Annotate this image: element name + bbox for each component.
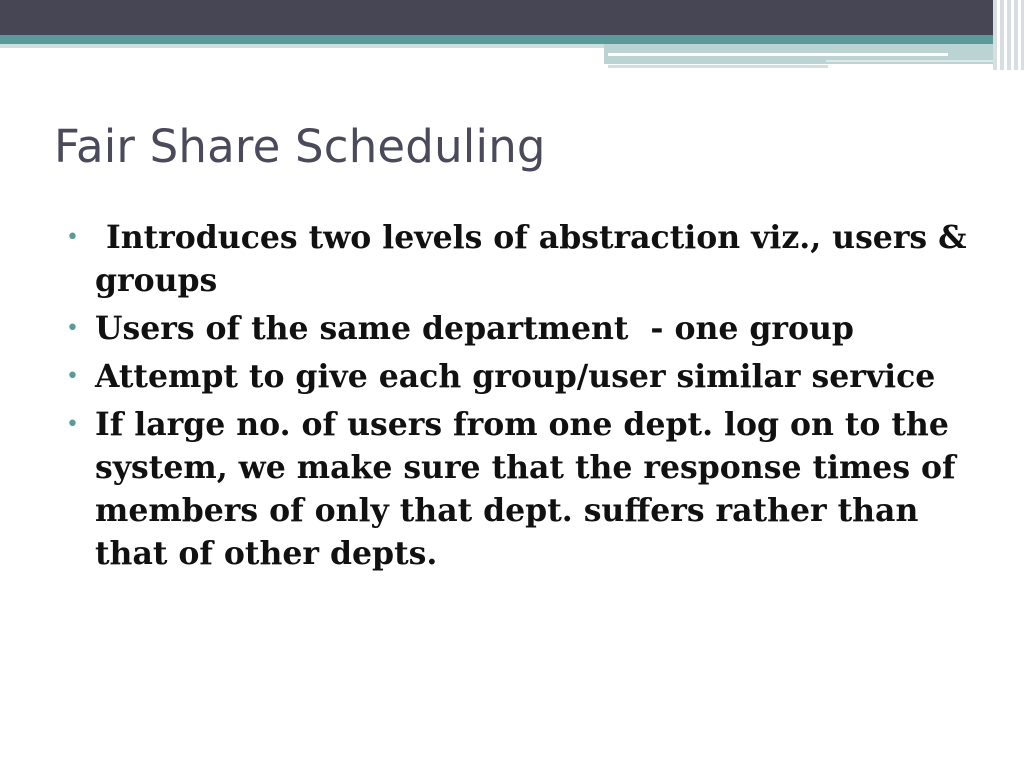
corner-tab-stripe bbox=[997, 0, 1000, 70]
bullet-icon: • bbox=[66, 364, 79, 389]
bullet-text: If large no. of users from one dept. log on to the system, we make sure that the response times of members of only that dept. suffers rather than that of other depts. bbox=[95, 406, 956, 572]
bullet-item bbox=[66, 216, 986, 302]
bullet-item bbox=[66, 403, 986, 575]
corner-tab-stripe bbox=[1018, 0, 1021, 70]
header-band-line bbox=[608, 53, 948, 56]
bullet-item bbox=[66, 307, 986, 350]
header-band-dark bbox=[0, 0, 1024, 35]
bullet-icon: • bbox=[66, 316, 79, 341]
bullet-item bbox=[66, 355, 986, 398]
bullet-icon: • bbox=[66, 412, 79, 437]
bullet-text: Users of the same department - one group bbox=[95, 310, 854, 347]
header-band-line bbox=[826, 60, 994, 62]
bullet-text: Introduces two levels of abstraction viz., users & groups bbox=[95, 219, 978, 299]
corner-tab-stripe bbox=[1011, 0, 1014, 70]
slide-title: Fair Share Scheduling bbox=[54, 120, 546, 173]
header-band-line bbox=[608, 65, 828, 68]
header-band-light bbox=[0, 44, 610, 48]
bullet-text: Attempt to give each group/user similar service bbox=[95, 358, 936, 395]
header-band-teal bbox=[0, 35, 1024, 44]
corner-tab-stripe bbox=[1004, 0, 1007, 70]
bullet-list bbox=[66, 216, 986, 580]
bullet-icon: • bbox=[66, 225, 79, 250]
